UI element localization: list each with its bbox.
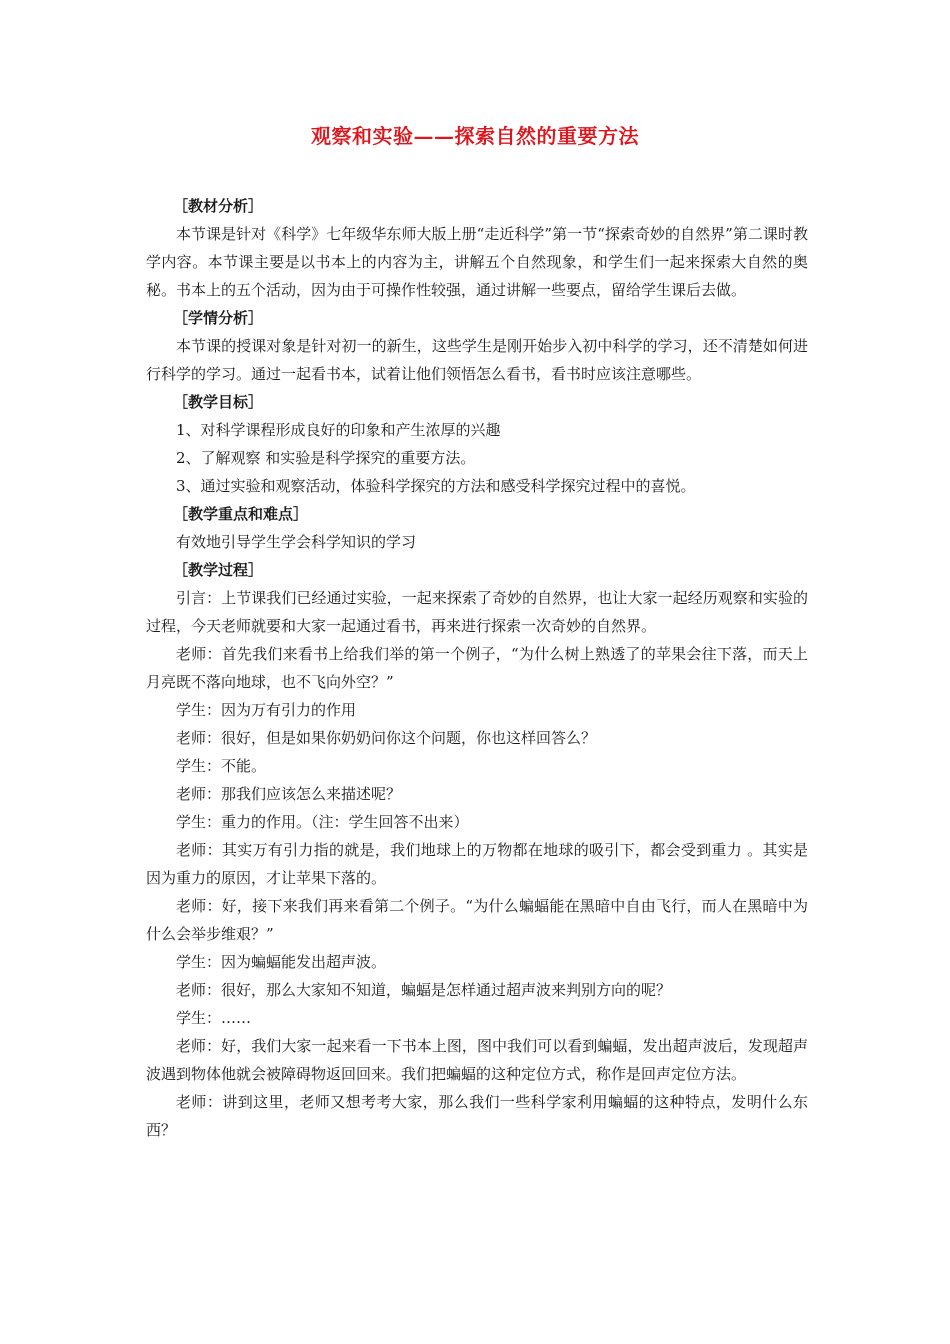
section-heading: ［教材分析］ bbox=[173, 197, 264, 215]
paragraph: 老师：其实万有引力指的就是，我们地球上的万物都在地球的吸引下，都会受到重力 。其实是因为重力的原因，才让苹果下落的。 bbox=[146, 841, 808, 887]
paragraph: 老师：那我们应该怎么来描述呢？ bbox=[176, 785, 402, 803]
page-title: 观察和实验——探索自然的重要方法 bbox=[311, 124, 639, 148]
paragraph: 3、通过实验和观察活动，体验科学探究的方法和感受科学探究过程中的喜悦。 bbox=[176, 477, 696, 495]
paragraph: 老师：讲到这里，老师又想考考大家，那么我们一些科学家利用蝙蝠的这种特点，发明什么东西？ bbox=[146, 1093, 808, 1139]
paragraph: 老师：很好，但是如果你奶奶问你这个问题，你也这样回答么？ bbox=[176, 729, 597, 747]
paragraph: 2、了解观察 和实验是科学探究的重要方法。 bbox=[176, 449, 476, 467]
paragraph: 引言：上节课我们已经通过实验，一起来探索了奇妙的自然界，也让大家一起经历观察和实验的过程，今天老师就要和大家一起通过看书，再来进行探索一次奇妙的自然界。 bbox=[146, 589, 808, 635]
paragraph: 老师：很好，那么大家知不知道，蝙蝠是怎样通过超声波来判别方向的呢？ bbox=[176, 981, 672, 999]
section-heading: ［教学过程］ bbox=[173, 561, 264, 579]
paragraph: 老师：好，我们大家一起来看一下书本上图，图中我们可以看到蝙蝠，发出超声波后，发现超声波遇到物体他就会被障碍物返回回来。我们把蝙蝠的这种定位方式，称作是回声定位方法。 bbox=[146, 1037, 808, 1083]
section-heading: ［学情分析］ bbox=[173, 309, 264, 327]
paragraph: 学生：因为万有引力的作用 bbox=[176, 701, 357, 719]
section-heading: ［教学重点和难点］ bbox=[173, 505, 309, 523]
document-body bbox=[146, 192, 808, 1144]
paragraph: 老师：好，接下来我们再来看第二个例子。“为什么蝙蝠能在黑暗中自由飞行，而人在黑暗中为什么会举步维艰？” bbox=[146, 897, 808, 943]
paragraph: 学生：因为蝙蝠能发出超声波。 bbox=[176, 953, 387, 971]
paragraph: 老师：首先我们来看书上给我们举的第一个例子，“为什么树上熟透了的苹果会往下落，而天上月亮既不落向地球，也不飞向外空？” bbox=[146, 645, 808, 691]
paragraph: 1、对科学课程形成良好的印象和产生浓厚的兴趣 bbox=[176, 421, 501, 439]
paragraph: 本节课的授课对象是针对初一的新生，这些学生是刚开始步入初中科学的学习，还不清楚如何进行科学的学习。通过一起看书本，试着让他们领悟怎么看书，看书时应该注意哪些。 bbox=[146, 337, 808, 383]
paragraph: 学生：重力的作用。（注：学生回答不出来） bbox=[176, 813, 469, 831]
paragraph: 学生：…… bbox=[176, 1009, 252, 1027]
paragraph: 本节课是针对《科学》七年级华东师大版上册“走近科学”第一节“探索奇妙的自然界”第二课时教学内容。本节课主要是以书本上的内容为主，讲解五个自然现象，和学生们一起来探索大自然的奥秘。书本上的五个活动，因为由于可操作性较强，通过讲解一些要点，留给学生课后去做。 bbox=[146, 225, 808, 299]
paragraph: 学生：不能。 bbox=[176, 757, 267, 775]
paragraph: 有效地引导学生学会科学知识的学习 bbox=[176, 533, 417, 551]
section-heading: ［教学目标］ bbox=[173, 393, 264, 411]
